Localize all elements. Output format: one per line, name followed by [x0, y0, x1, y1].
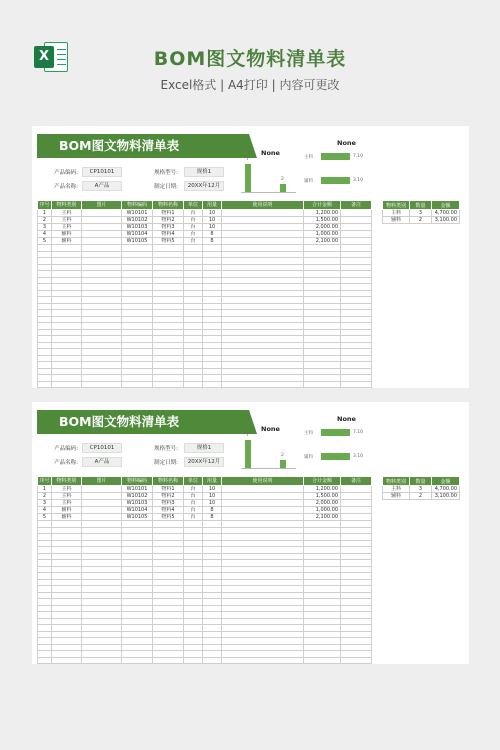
bom-cell[interactable]: 8: [203, 231, 222, 238]
bom-cell[interactable]: 主料: [52, 493, 82, 500]
bom-row: [38, 500, 372, 507]
bom-cell[interactable]: 台: [184, 224, 203, 231]
bom-cell[interactable]: [222, 664, 304, 665]
bom-cell[interactable]: [341, 210, 372, 217]
spec-field[interactable]: 规格1: [184, 443, 224, 453]
bom-cell[interactable]: W10101: [122, 210, 153, 217]
bom-cell[interactable]: [304, 388, 341, 389]
bom-cell[interactable]: [82, 500, 122, 507]
bom-cell[interactable]: 物料3: [153, 500, 184, 507]
summary-cell[interactable]: 3: [410, 210, 432, 217]
bom-col-header: 用量: [203, 201, 222, 210]
bom-cell[interactable]: 1,000.00: [304, 507, 341, 514]
bom-row: [38, 217, 372, 224]
mini-bar-right-2: [321, 177, 350, 184]
bom-cell[interactable]: W10102: [122, 217, 153, 224]
sheet-preview-2: [32, 402, 469, 664]
bom-cell[interactable]: [82, 664, 122, 665]
bom-cell[interactable]: 辅料: [52, 507, 82, 514]
bom-cell[interactable]: [82, 514, 122, 521]
bom-cell[interactable]: [82, 507, 122, 514]
bom-cell[interactable]: 10: [203, 224, 222, 231]
bom-cell[interactable]: 辅料: [52, 231, 82, 238]
bom-cell[interactable]: 8: [203, 514, 222, 521]
bom-cell[interactable]: 物料5: [153, 514, 184, 521]
bom-cell[interactable]: 1,200.00: [304, 486, 341, 493]
bom-cell[interactable]: [82, 231, 122, 238]
bom-header-row: [38, 201, 372, 210]
bom-col-header: 图片: [82, 477, 122, 486]
bom-cell[interactable]: 3: [38, 224, 52, 231]
bom-row: [38, 238, 372, 245]
bom-cell[interactable]: 物料2: [153, 493, 184, 500]
bom-cell[interactable]: [222, 514, 304, 521]
mini-chart-left: [237, 422, 307, 477]
mini-bar-left-2: [280, 460, 286, 468]
bom-cell[interactable]: 10: [203, 500, 222, 507]
summary-cell[interactable]: 辅料: [383, 217, 410, 224]
product-code-label: 产品编码:: [54, 446, 78, 452]
spec-label: 规格型号:: [154, 170, 178, 176]
product-name-label: 产品名称:: [54, 184, 78, 190]
bom-col-header: 合计金额: [304, 477, 341, 486]
bom-cell[interactable]: [341, 493, 372, 500]
summary-cell[interactable]: 主料: [383, 486, 410, 493]
bom-col-header: 物料编码: [122, 201, 153, 210]
product-name-field[interactable]: A产品: [82, 181, 122, 191]
hero-header: [0, 0, 500, 118]
bom-cell[interactable]: 2,000.00: [304, 224, 341, 231]
bom-cell[interactable]: W10103: [122, 224, 153, 231]
bom-cell[interactable]: [82, 493, 122, 500]
bom-cell[interactable]: [341, 238, 372, 245]
bom-col-header: 物料名称: [153, 477, 184, 486]
mini-bar-left-2-label: 2: [281, 453, 284, 458]
bom-col-header: 物料类别: [52, 477, 82, 486]
bom-cell[interactable]: 1,500.00: [304, 493, 341, 500]
bom-cell[interactable]: [52, 388, 82, 389]
bom-cell[interactable]: [222, 238, 304, 245]
bom-cell[interactable]: [341, 507, 372, 514]
bom-cell[interactable]: [341, 514, 372, 521]
product-code-label: 产品编码:: [54, 170, 78, 176]
bom-cell[interactable]: W10105: [122, 238, 153, 245]
mini-chart-right-title: None: [337, 415, 356, 423]
bom-cell[interactable]: 主料: [52, 500, 82, 507]
bom-cell[interactable]: W10103: [122, 500, 153, 507]
bom-col-header: 使用说明: [222, 477, 304, 486]
bom-cell[interactable]: 物料5: [153, 238, 184, 245]
bom-cell[interactable]: [82, 388, 122, 389]
summary-cell[interactable]: 2: [410, 493, 432, 500]
mini-chart-left-title: None: [261, 425, 280, 433]
bom-cell[interactable]: [222, 231, 304, 238]
summary-row: [383, 217, 460, 224]
bom-cell[interactable]: W10102: [122, 493, 153, 500]
bom-cell[interactable]: W10105: [122, 514, 153, 521]
bom-cell[interactable]: 1,000.00: [304, 231, 341, 238]
mini-chart-right-title: None: [337, 139, 356, 147]
mini-chart-left-title: None: [261, 149, 280, 157]
product-code-field[interactable]: CP10101: [82, 443, 122, 453]
bom-row: [38, 514, 372, 521]
mini-cat-1: 主料: [304, 431, 313, 436]
summary-header-row: [383, 201, 460, 210]
bom-cell[interactable]: [222, 486, 304, 493]
bom-row: [38, 210, 372, 217]
mini-cat-2: 辅料: [304, 455, 313, 460]
bom-cell[interactable]: 辅料: [52, 514, 82, 521]
bom-cell[interactable]: 1,200.00: [304, 210, 341, 217]
summary-cell[interactable]: 辅料: [383, 493, 410, 500]
mini-cat-2: 辅料: [304, 179, 313, 184]
summary-cell[interactable]: 3,100.00: [432, 493, 460, 500]
summary-col-header: 数量: [410, 477, 432, 486]
bom-cell[interactable]: [341, 486, 372, 493]
sheet-title-banner: BOM图文物料清单表: [37, 410, 249, 434]
mini-chart-right: [304, 136, 469, 198]
bom-cell[interactable]: 主料: [52, 486, 82, 493]
bom-col-header: 合计金额: [304, 201, 341, 210]
summary-col-header: 物料类别: [383, 201, 410, 210]
bom-cell[interactable]: 4: [38, 507, 52, 514]
spec-field[interactable]: 规格1: [184, 167, 224, 177]
bom-empty-row: [38, 664, 372, 665]
bom-col-header: 单位: [184, 201, 203, 210]
bom-cell[interactable]: 台: [184, 231, 203, 238]
bom-row: [38, 224, 372, 231]
bom-cell[interactable]: 台: [184, 217, 203, 224]
bom-cell[interactable]: [38, 388, 52, 389]
bom-cell[interactable]: [341, 388, 372, 389]
bom-cell[interactable]: [82, 210, 122, 217]
bom-cell[interactable]: 1,500.00: [304, 217, 341, 224]
summary-col-header: 数量: [410, 201, 432, 210]
bom-cell[interactable]: [341, 231, 372, 238]
mini-chart-right: [304, 412, 469, 474]
bom-cell[interactable]: [341, 500, 372, 507]
date-field[interactable]: 20XX年12月: [184, 457, 224, 467]
bom-header-row: [38, 477, 372, 486]
summary-cell[interactable]: 2: [410, 217, 432, 224]
bom-cell[interactable]: [222, 388, 304, 389]
bom-row: [38, 231, 372, 238]
mini-bar-left-1-label: 7: [246, 157, 249, 162]
bom-cell[interactable]: 4: [38, 231, 52, 238]
bom-cell[interactable]: 主料: [52, 210, 82, 217]
summary-row: [383, 210, 460, 217]
bom-cell[interactable]: [222, 224, 304, 231]
bom-cell[interactable]: [153, 388, 184, 389]
summary-table: [382, 476, 460, 500]
bom-col-header: 序号: [39, 202, 50, 208]
date-label: 制定日期:: [154, 184, 178, 190]
bom-empty-row: [38, 388, 372, 389]
bom-cell[interactable]: 10: [203, 210, 222, 217]
bom-cell[interactable]: 物料1: [153, 210, 184, 217]
bom-cell[interactable]: 主料: [52, 217, 82, 224]
summary-cell[interactable]: 3,100.00: [432, 217, 460, 224]
bom-table: [37, 476, 372, 664]
mini-bar-right-2: [321, 453, 350, 460]
bom-col-header: 图片: [82, 201, 122, 210]
bom-cell[interactable]: 1: [38, 486, 52, 493]
bom-cell[interactable]: 台: [184, 514, 203, 521]
summary-table: [382, 200, 460, 224]
summary-cell[interactable]: 4,700.00: [432, 486, 460, 493]
bom-cell[interactable]: 台: [184, 507, 203, 514]
bom-cell[interactable]: W10101: [122, 486, 153, 493]
bom-col-header: 单位: [184, 477, 203, 486]
bom-cell[interactable]: [203, 388, 222, 389]
bom-cell[interactable]: 3: [38, 500, 52, 507]
bom-cell[interactable]: [341, 664, 372, 665]
bom-row: [38, 507, 372, 514]
bom-cell[interactable]: 2,100.00: [304, 514, 341, 521]
bom-cell[interactable]: [341, 217, 372, 224]
bom-cell[interactable]: 主料: [52, 224, 82, 231]
bom-row: [38, 486, 372, 493]
bom-cell[interactable]: W10104: [122, 507, 153, 514]
bom-cell[interactable]: [38, 664, 52, 665]
bom-cell[interactable]: 物料3: [153, 224, 184, 231]
date-label: 制定日期:: [154, 460, 178, 466]
mini-bar-left-2: [280, 184, 286, 192]
product-code-field[interactable]: CP10101: [82, 167, 122, 177]
bom-cell[interactable]: [203, 664, 222, 665]
bom-cell[interactable]: 2,000.00: [304, 500, 341, 507]
bom-table: [37, 200, 372, 388]
bom-cell[interactable]: [82, 224, 122, 231]
bom-cell[interactable]: [222, 507, 304, 514]
bom-cell[interactable]: 物料2: [153, 217, 184, 224]
mini-bar-left-2-label: 2: [281, 177, 284, 182]
bom-cell[interactable]: 物料4: [153, 231, 184, 238]
bom-cell[interactable]: [82, 486, 122, 493]
mini-bar-left-1: [245, 440, 251, 468]
mini-chart-left: [237, 146, 307, 201]
bom-cell[interactable]: 2,100.00: [304, 238, 341, 245]
mini-val-2: 3.10: [353, 178, 364, 183]
summary-row: [383, 493, 460, 500]
mini-bar-right-1: [321, 429, 350, 436]
summary-header-row: [383, 477, 460, 486]
bom-col-header: 物料编码: [122, 477, 153, 486]
bom-cell[interactable]: [82, 238, 122, 245]
bom-cell[interactable]: [52, 664, 82, 665]
bom-cell[interactable]: 10: [203, 217, 222, 224]
bom-cell[interactable]: 1: [38, 210, 52, 217]
bom-cell[interactable]: 物料4: [153, 507, 184, 514]
bom-col-header: 备注: [341, 201, 372, 210]
bom-cell[interactable]: [222, 500, 304, 507]
bom-cell[interactable]: 5: [38, 238, 52, 245]
summary-cell[interactable]: 3: [410, 486, 432, 493]
bom-cell[interactable]: 10: [203, 486, 222, 493]
mini-bar-left-1: [245, 164, 251, 192]
mini-val-1: 7.10: [353, 154, 364, 159]
bom-cell[interactable]: 台: [184, 210, 203, 217]
mini-bar-left-1-label: 7: [246, 433, 249, 438]
bom-cell[interactable]: [184, 664, 203, 665]
sheet-title-banner: BOM图文物料清单表: [37, 134, 249, 158]
product-name-label: 产品名称:: [54, 460, 78, 466]
bom-cell[interactable]: 8: [203, 238, 222, 245]
bom-cell[interactable]: 8: [203, 507, 222, 514]
bom-col-header: 物料类别: [52, 201, 82, 210]
bom-cell[interactable]: [153, 664, 184, 665]
bom-cell[interactable]: 2: [38, 217, 52, 224]
bom-cell[interactable]: [222, 493, 304, 500]
bom-cell[interactable]: [222, 217, 304, 224]
hero-title: BOM图文物料清单表: [153, 48, 347, 70]
summary-col-header: 金额: [432, 477, 460, 486]
mini-val-2: 3.10: [353, 454, 364, 459]
summary-row: [383, 486, 460, 493]
hero-subtitle: Excel格式 | A4打印 | 内容可更改: [160, 78, 340, 92]
spec-label: 规格型号:: [154, 446, 178, 452]
bom-cell[interactable]: 10: [203, 493, 222, 500]
bom-col-header: 备注: [341, 477, 372, 486]
bom-row: [38, 493, 372, 500]
bom-cell[interactable]: 台: [184, 486, 203, 493]
bom-col-header: 物料名称: [153, 201, 184, 210]
excel-logo-icon: X: [34, 42, 68, 72]
bom-cell[interactable]: W10104: [122, 231, 153, 238]
bom-cell[interactable]: 台: [184, 500, 203, 507]
mini-cat-1: 主料: [304, 155, 313, 160]
mini-val-1: 7.10: [353, 430, 364, 435]
bom-cell[interactable]: 辅料: [52, 238, 82, 245]
bom-cell[interactable]: [341, 224, 372, 231]
summary-cell[interactable]: 4,700.00: [432, 210, 460, 217]
product-name-field[interactable]: A产品: [82, 457, 122, 467]
bom-col-header: 使用说明: [222, 201, 304, 210]
bom-cell[interactable]: [82, 217, 122, 224]
meta-block: [32, 444, 232, 474]
bom-cell[interactable]: [122, 388, 153, 389]
bom-col-header: 用量: [203, 477, 222, 486]
bom-cell[interactable]: 台: [184, 493, 203, 500]
bom-cell[interactable]: [222, 210, 304, 217]
bom-cell[interactable]: 2: [38, 493, 52, 500]
sheet-preview-1: [32, 126, 469, 388]
bom-cell[interactable]: [184, 388, 203, 389]
summary-cell[interactable]: 主料: [383, 210, 410, 217]
bom-cell[interactable]: 物料1: [153, 486, 184, 493]
summary-col-header: 物料类别: [383, 477, 410, 486]
bom-cell[interactable]: 5: [38, 514, 52, 521]
bom-cell[interactable]: [304, 664, 341, 665]
summary-col-header: 金额: [432, 201, 460, 210]
date-field[interactable]: 20XX年12月: [184, 181, 224, 191]
bom-col-header: 序号: [39, 478, 50, 484]
meta-block: [32, 168, 232, 198]
bom-cell[interactable]: [122, 664, 153, 665]
mini-bar-right-1: [321, 153, 350, 160]
bom-cell[interactable]: 台: [184, 238, 203, 245]
